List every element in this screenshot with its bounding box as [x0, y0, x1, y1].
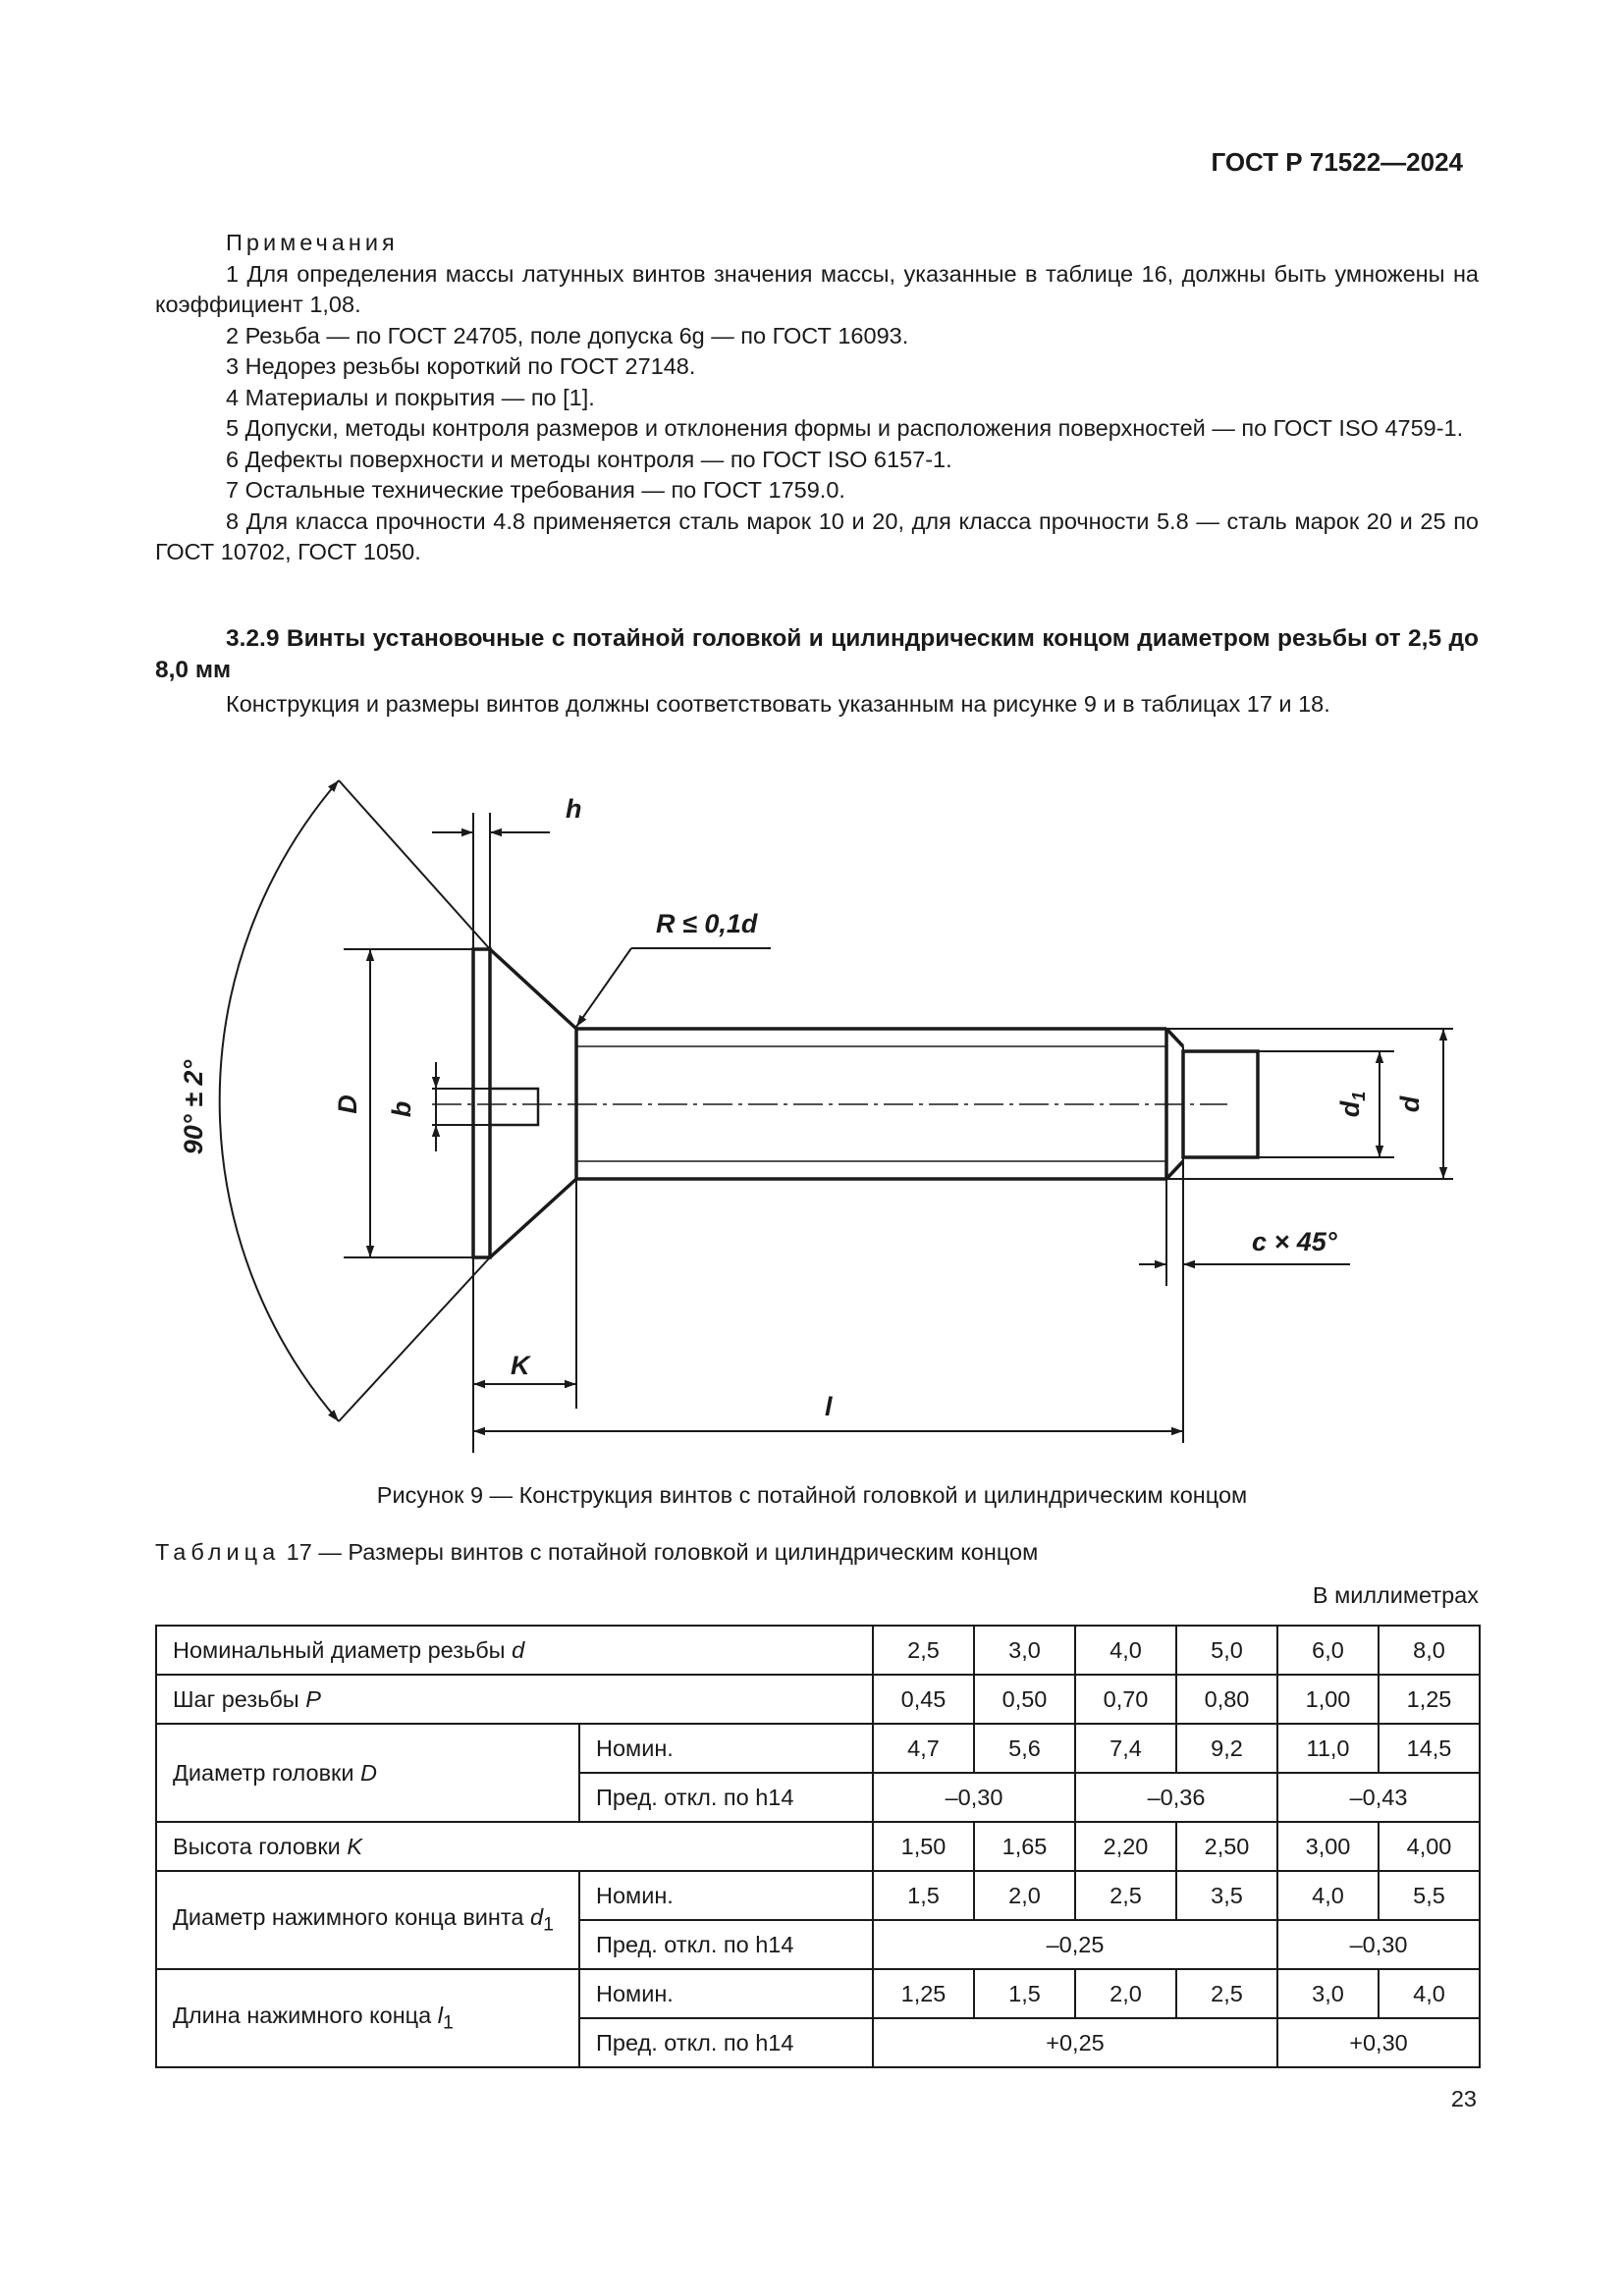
table-cell: 1,25 [873, 1969, 974, 2018]
label-d1: d [1335, 1100, 1365, 1118]
figure-caption: Рисунок 9 — Конструкция винтов с потайной головкой и цилиндрическим концом [376, 1482, 1248, 1508]
table-row [156, 1626, 1480, 1675]
note-item: 5 Допуски, методы контроля размеров и отклонения формы и расположения поверхностей — по ГОСТ ISO 4759-1. [226, 415, 1464, 441]
table-cell: 1,50 [873, 1822, 974, 1871]
table-cell: 9,2 [1176, 1724, 1277, 1773]
row-label: Номинальный диаметр резьбы d [156, 1626, 873, 1675]
label-d1-sub: 1 [1349, 1091, 1369, 1101]
sub-label: Пред. откл. по h14 [579, 1920, 873, 1969]
dimension-chamfer [1139, 1161, 1350, 1443]
document-id: ГОСТ Р 71522—2024 [1211, 147, 1463, 177]
table-row [156, 1969, 1480, 2018]
table-cell: +0,25 [873, 2018, 1277, 2067]
table-label: Таблица [155, 1539, 281, 1565]
dimension-d1 [1258, 1051, 1394, 1157]
table-cell: 2,50 [1176, 1822, 1277, 1871]
table-cell: –0,30 [1277, 1920, 1480, 1969]
page-number: 23 [1450, 2086, 1477, 2111]
note-item: 6 Дефекты поверхности и методы контроля — по ГОСТ ISO 6157-1. [226, 446, 952, 472]
table-cell: 2,0 [974, 1871, 1075, 1920]
table-cell: 4,0 [1379, 1969, 1480, 2018]
table-cell: 2,5 [1176, 1969, 1277, 2018]
dimensions-table [155, 1625, 1481, 2068]
table-cell: 3,00 [1277, 1822, 1379, 1871]
table-cell: 1,5 [974, 1969, 1075, 2018]
label-b: b [387, 1100, 416, 1118]
table-cell: 0,80 [1176, 1675, 1277, 1724]
table-cell: 7,4 [1075, 1724, 1176, 1773]
section-body: Конструкция и размеры винтов должны соответствовать указанным на рисунке 9 и в таблицах 17 и 18. [226, 691, 1330, 717]
table-row [156, 1724, 1480, 1773]
notes-heading: Примечания [226, 230, 399, 255]
table-row [156, 1822, 1480, 1871]
dimension-h [432, 813, 550, 949]
table-cell: 2,20 [1075, 1822, 1176, 1871]
svg-text:d1 [1335, 1092, 1369, 1118]
table-cell: 4,7 [873, 1724, 974, 1773]
table-cell: 1,5 [873, 1871, 974, 1920]
notes-block [155, 228, 1479, 568]
note-item: 8 Для класса прочности 4.8 применяется сталь марок 10 и 20, для класса прочности 5.8 — сталь марок 20 и 25 по ГОСТ 10702, ГОСТ 1050. [155, 507, 1479, 564]
label-d: d [1395, 1095, 1425, 1113]
table-cell: 1,65 [974, 1822, 1075, 1871]
label-D: D [333, 1095, 362, 1114]
table-cell: 3,5 [1176, 1871, 1277, 1920]
label-chamfer: c × 45° [1252, 1227, 1337, 1256]
table-cell: 2,5 [873, 1626, 974, 1675]
table-cell: 11,0 [1277, 1724, 1379, 1773]
table-cell: 3,0 [1277, 1969, 1379, 2018]
table-cell: –0,30 [873, 1773, 1075, 1822]
table-cell: 6,0 [1277, 1626, 1379, 1675]
label-l: l [825, 1392, 833, 1421]
section-block [155, 623, 1479, 721]
table-cell: 5,6 [974, 1724, 1075, 1773]
table-cell: 5,0 [1176, 1626, 1277, 1675]
table-caption [155, 1539, 1038, 1566]
table-cell: 0,50 [974, 1675, 1075, 1724]
table-cell: 5,5 [1379, 1871, 1480, 1920]
table-cell: 3,0 [974, 1626, 1075, 1675]
row-label: Диаметр головки D [156, 1724, 579, 1822]
note-item: 7 Остальные технические требования — по ГОСТ 1759.0. [226, 477, 845, 503]
table-units: В миллиметрах [1312, 1582, 1479, 1608]
sub-label: Номин. [579, 1969, 873, 2018]
note-item: 3 Недорез резьбы короткий по ГОСТ 27148. [226, 353, 696, 379]
table-cell: 1,25 [1379, 1675, 1480, 1724]
radius-leader [576, 948, 771, 1027]
table-cell: 14,5 [1379, 1724, 1480, 1773]
row-label: Длина нажимного конца $l_1$ [156, 1969, 579, 2067]
table-cell: 0,70 [1075, 1675, 1176, 1724]
table-cell: –0,36 [1075, 1773, 1277, 1822]
sub-label: Номин. [579, 1871, 873, 1920]
table-title: 17 — Размеры винтов с потайной головкой и цилиндрическим концом [280, 1539, 1039, 1565]
row-label: Шаг резьбы P [156, 1675, 873, 1724]
table-cell: 2,0 [1075, 1969, 1176, 2018]
table-cell: 4,0 [1075, 1626, 1176, 1675]
row-label: Высота головки K [156, 1822, 873, 1871]
screw-head-outline [473, 949, 576, 1257]
table-cell: +0,30 [1277, 2018, 1480, 2067]
table-cell: 8,0 [1379, 1626, 1480, 1675]
table-cell: 0,45 [873, 1675, 974, 1724]
table-cell: 1,00 [1277, 1675, 1379, 1724]
table-cell: –0,25 [873, 1920, 1277, 1969]
note-item: 4 Материалы и покрытия — по [1]. [226, 384, 595, 410]
sub-label: Пред. откл. по h14 [579, 1773, 873, 1822]
sub-label: Пред. откл. по h14 [579, 2018, 873, 2067]
slot-outline [490, 1089, 538, 1125]
label-angle: 90° ± 2° [179, 1059, 208, 1155]
label-h: h [566, 794, 582, 824]
label-K: K [511, 1351, 530, 1380]
label-radius: R ≤ 0,1d [656, 909, 758, 938]
row-label: Диаметр нажимного конца винта $d_1$ [156, 1871, 579, 1969]
table-row [156, 1675, 1480, 1724]
sub-label: Номин. [579, 1724, 873, 1773]
table-cell: 4,0 [1277, 1871, 1379, 1920]
table-cell: 4,00 [1379, 1822, 1480, 1871]
section-title: 3.2.9 Винты установочные с потайной головкой и цилиндрическим концом диаметром резьбы от 2,5 до 8,0 мм [155, 625, 1479, 683]
dimension-b [432, 1062, 490, 1151]
table-row [156, 1871, 1480, 1920]
table-cell: –0,43 [1277, 1773, 1480, 1822]
note-item: 1 Для определения массы латунных винтов значения массы, указанные в таблице 16, должны быть умножены на коэффициент 1,08. [155, 260, 1479, 317]
screw-drawing [147, 775, 1492, 1472]
note-item: 2 Резьба — по ГОСТ 24705, поле допуска 6g — по ГОСТ 16093. [226, 322, 909, 348]
angle-arc [220, 780, 339, 1421]
table-cell: 2,5 [1075, 1871, 1176, 1920]
